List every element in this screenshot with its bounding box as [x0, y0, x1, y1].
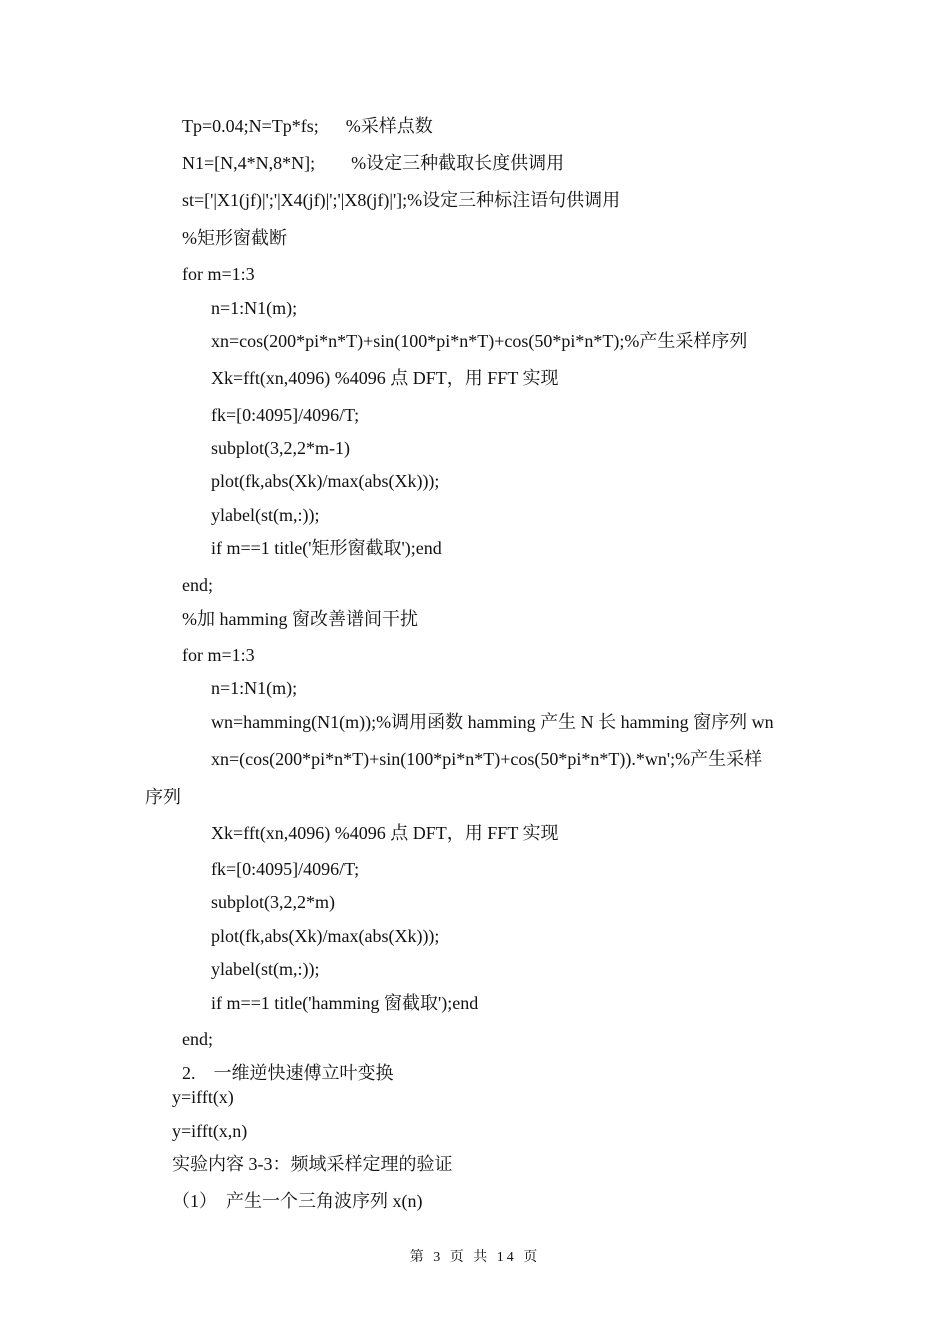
code-line: for m=1:3 [182, 645, 255, 665]
code-comment: %矩形窗截断 [182, 228, 287, 248]
paragraph: （1） 产生一个三角波序列 x(n) [172, 1191, 423, 1211]
code-line: n=1:N1(m); [211, 678, 298, 698]
code-line: end; [182, 1029, 213, 1049]
code-line: ylabel(st(m,:)); [211, 959, 320, 979]
code-line: st=['|X1(jf)|';'|X4(jf)|';'|X8(jf)|'];%设定三种标注语句供调用 [182, 190, 621, 210]
code-line: if m==1 title('hamming 窗截取');end [211, 993, 479, 1013]
code-line: for m=1:3 [182, 264, 255, 284]
code-line: n=1:N1(m); [211, 298, 298, 318]
code-line: Xk=fft(xn,4096) %4096 点 DFT，用 FFT 实现 [211, 368, 559, 388]
code-line: y=ifft(x) [172, 1087, 234, 1107]
code-line: xn=cos(200*pi*n*T)+sin(100*pi*n*T)+cos(50*pi*n*T);%产生采样序列 [211, 331, 748, 351]
code-line: y=ifft(x,n) [172, 1121, 248, 1141]
code-line: wn=hamming(N1(m));%调用函数 hamming 产生 N 长 hamming 窗序列 wn [211, 712, 774, 732]
code-line: N1=[N,4*N,8*N]; %设定三种截取长度供调用 [182, 153, 565, 173]
code-line: xn=(cos(200*pi*n*T)+sin(100*pi*n*T)+cos(50*pi*n*T)).*wn';%产生采样 [211, 749, 763, 769]
code-line: fk=[0:4095]/4096/T; [211, 859, 360, 879]
code-line-continuation: 序列 [145, 787, 181, 807]
page-footer: 第 3 页 共 14 页 [409, 1250, 541, 1265]
code-line: Xk=fft(xn,4096) %4096 点 DFT，用 FFT 实现 [211, 823, 559, 843]
code-line: subplot(3,2,2*m) [211, 892, 335, 912]
section-heading: 2. 一维逆快速傅立叶变换 [182, 1063, 394, 1083]
code-comment: %加 hamming 窗改善谱间干扰 [182, 609, 418, 629]
code-line: Tp=0.04;N=Tp*fs; %采样点数 [182, 116, 433, 136]
code-line: if m==1 title('矩形窗截取');end [211, 538, 442, 558]
code-line: plot(fk,abs(Xk)/max(abs(Xk))); [211, 471, 440, 491]
paragraph: 实验内容 3-3：频域采样定理的验证 [172, 1154, 453, 1174]
code-line: ylabel(st(m,:)); [211, 505, 320, 525]
code-line: end; [182, 575, 213, 595]
code-line: fk=[0:4095]/4096/T; [211, 405, 360, 425]
code-line: subplot(3,2,2*m-1) [211, 438, 350, 458]
code-line: plot(fk,abs(Xk)/max(abs(Xk))); [211, 926, 440, 946]
